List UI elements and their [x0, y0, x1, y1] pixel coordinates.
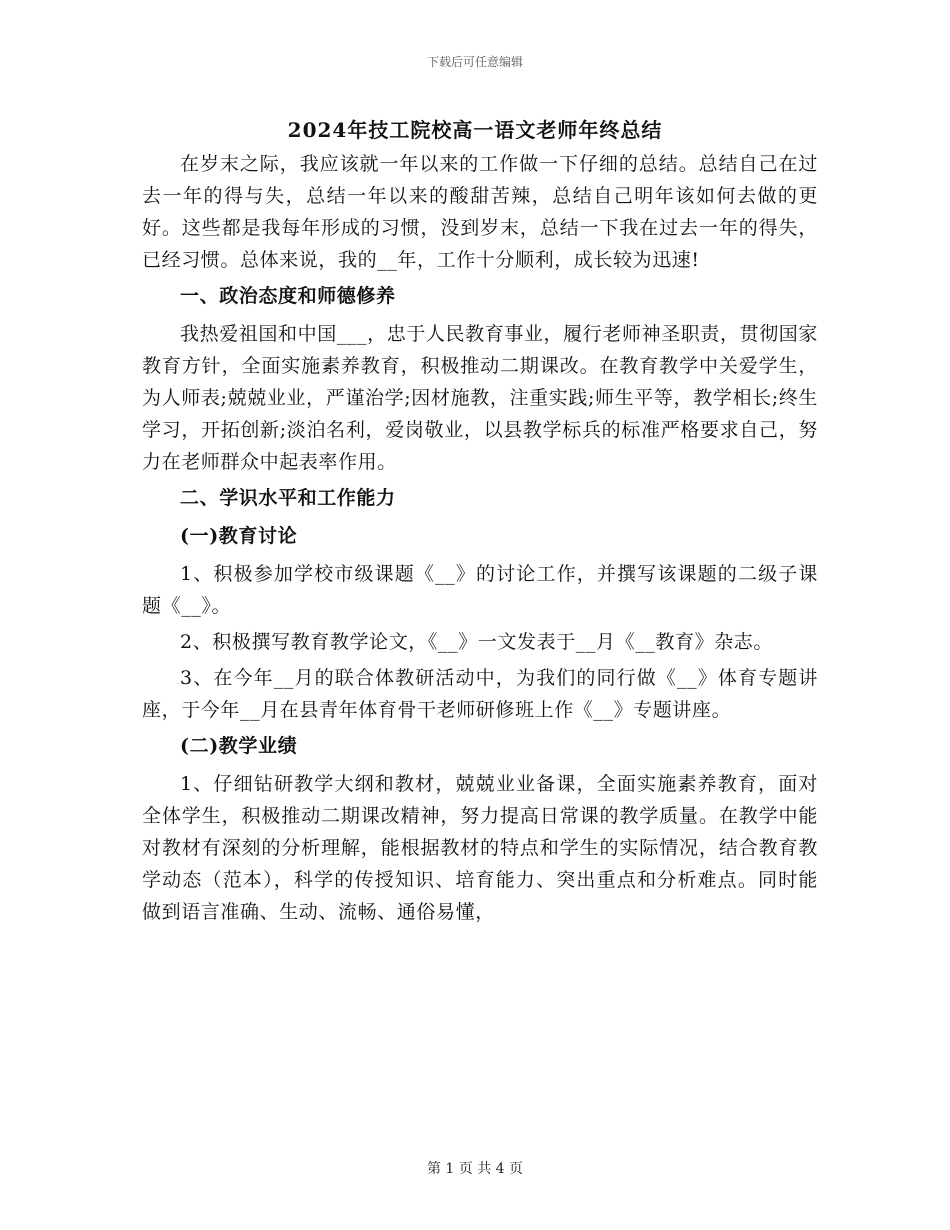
subsection-heading-research: (一)教育讨论	[180, 525, 298, 547]
research-item-2: 2、积极撰写教育教学论文，《__》一文发表于__月《__教育》杂志。	[180, 631, 773, 653]
document-body	[142, 148, 818, 932]
page-number: 第 1 页 共 4 页	[426, 1161, 524, 1177]
research-item-3: 3、在今年__月的联合体教研活动中，为我们的同行做《__》体育专题讲座，于今年__月在县青年体育骨干老师研修班上作《__》专题讲座。	[142, 667, 818, 721]
teaching-item-1: 1、仔细钻研教学大纲和教材，兢兢业业备课，全面实施素养教育，面对全体学生，积极推动二期课改精神，努力提高日常课的教学质量。在教学中能对教材有深刻的分析理解，能根据教材的特点和学生的实际情况，结合教育教学动态（范本），科学的传授知识、培育能力、突出重点和分析难点。同时能做到语言准确、生动、流畅、通俗易懂，	[142, 773, 818, 923]
section-heading-1: 一、政治态度和师德修养	[180, 285, 396, 307]
document-title: 2024年技工院校高一语文老师年终总结	[287, 118, 663, 142]
header-note: 下载后可任意编辑	[426, 55, 523, 69]
research-item-1: 1、积极参加学校市级课题《__》的讨论工作，并撰写该课题的二级子课题《__》。	[142, 563, 818, 617]
section-heading-2: 二、学识水平和工作能力	[180, 487, 396, 509]
subsection-heading-teaching: (二)教学业绩	[180, 735, 298, 757]
intro-paragraph: 在岁末之际，我应该就一年以来的工作做一下仔细的总结。总结自己在过去一年的得与失，总结一年以来的酸甜苦辣，总结自己明年该如何去做的更好。这些都是我每年形成的习惯，没到岁末，总结一下我在过去一年的得失，已经习惯。总体来说，我的__年，工作十分顺利，成长较为迅速!	[142, 153, 818, 271]
section-1-paragraph: 我热爱祖国和中国___，忠于人民教育事业，履行老师神圣职责，贯彻国家教育方针，全面实施素养教育，积极推动二期课改。在教育教学中关爱学生，为人师表;兢兢业业，严谨治学;因材施教，注重实践;师生平等，教学相长;终生学习，开拓创新;淡泊名利，爱岗敬业，以县教学标兵的标准严格要求自己，努力在老师群众中起表率作用。	[142, 323, 818, 473]
